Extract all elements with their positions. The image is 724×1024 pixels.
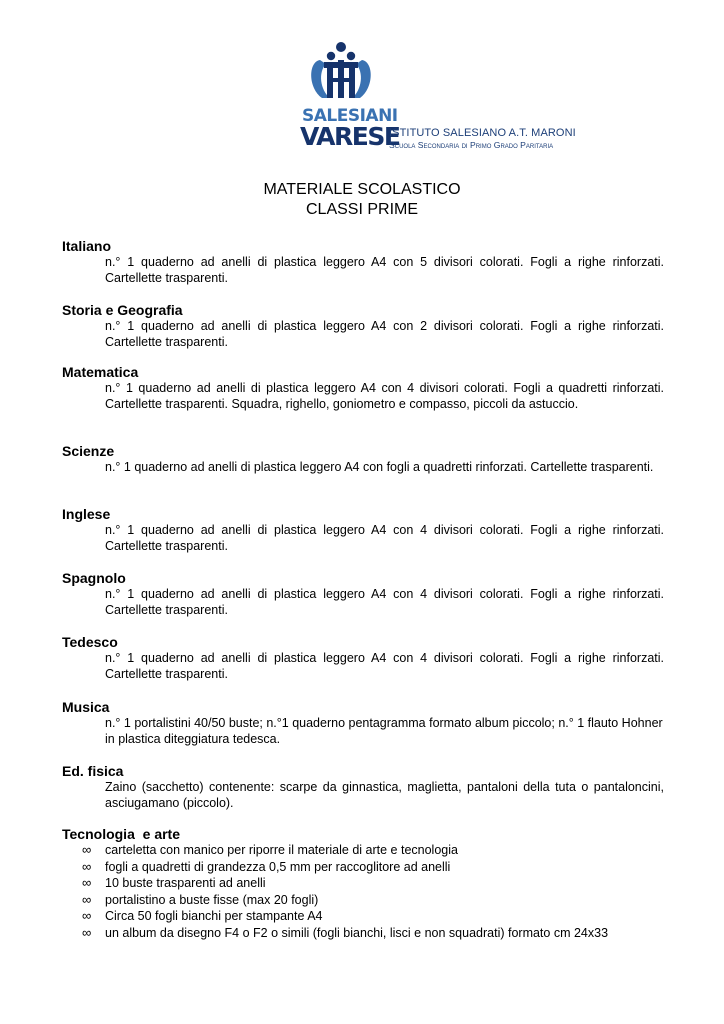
- infinity-bullet-icon: ∞: [82, 891, 92, 907]
- section-title: Scienze: [62, 443, 115, 459]
- section-scienze: [62, 443, 664, 475]
- section-title: Matematica: [62, 364, 139, 380]
- logo-word-salesiani: SALESIANI: [302, 106, 398, 126]
- list-item: ∞ 10 buste trasparenti ad anelli: [82, 875, 266, 890]
- infinity-bullet-icon: ∞: [82, 924, 92, 940]
- page-subtitle: CLASSI PRIME: [305, 201, 419, 218]
- materials-list: [62, 842, 664, 941]
- section-musica: [62, 699, 664, 747]
- section-title: Inglese: [62, 506, 111, 522]
- section-text: n.° 1 quaderno ad anelli di plastica leggero A4 con 4 divisori colorati. Fogli a righe rinforzati. Cartellette trasparenti.: [105, 587, 664, 617]
- infinity-bullet-icon: ∞: [82, 858, 92, 874]
- list-item: ∞ Circa 50 fogli bianchi per stampante A4: [82, 908, 323, 923]
- section-text: n.° 1 quaderno ad anelli di plastica leggero A4 con 4 divisori colorati. Fogli a righe rinforzati. Cartellette trasparenti.: [105, 651, 664, 681]
- list-item: ∞ un album da disegno F4 o F2 o simili (fogli bianchi, lisci e non squadrati) formato cm 24x33: [82, 924, 609, 940]
- section-title: Storia e Geografia: [62, 302, 183, 318]
- section-spagnolo: [62, 570, 664, 618]
- section-ed-fisica: [62, 763, 664, 811]
- section-inglese: [62, 506, 664, 554]
- section-text: Zaino (sacchetto) contenente: scarpe da ginnastica, maglietta, pantaloni della tuta o pantaloncini, asciugamano (piccolo).: [105, 780, 664, 810]
- section-title: Ed. fisica: [62, 763, 124, 779]
- section-tedesco: [62, 634, 664, 682]
- institute-subtitle: Scuola Secondaria di Primo Grado Paritaria: [389, 140, 554, 150]
- section-italiano: [62, 238, 664, 286]
- section-text: n.° 1 quaderno ad anelli di plastica leggero A4 con 5 divisori colorati. Fogli a righe rinforzati. Cartellette trasparenti.: [105, 255, 664, 285]
- institute-name: ISTITUTO SALESIANO A.T. MARONI: [389, 127, 576, 139]
- salesiani-emblem-icon: [300, 40, 390, 110]
- section-title: Spagnolo: [62, 570, 126, 586]
- logo-word-varese: VARESE: [300, 122, 400, 151]
- section-text: n.° 1 portalistini 40/50 buste; n.°1 quaderno pentagramma formato album piccolo; n.° 1 flauto Hohner in plastica diteggiatura tedesca.: [105, 716, 663, 746]
- section-title: Tecnologia e arte: [62, 826, 180, 842]
- list-item: ∞ fogli a quadretti di grandezza 0,5 mm per raccoglitore ad anelli: [82, 858, 451, 874]
- list-item: ∞ portalistino a buste fisse (max 20 fogli): [82, 891, 319, 907]
- section-title: Italiano: [62, 238, 112, 254]
- section-tecnologia-arte: [62, 826, 664, 941]
- list-item: ∞ carteletta con manico per riporre il materiale di arte e tecnologia: [82, 842, 458, 857]
- section-text: n.° 1 quaderno ad anelli di plastica leggero A4 con fogli a quadretti rinforzati. Cartellette trasparenti.: [105, 460, 654, 474]
- section-text: n.° 1 quaderno ad anelli di plastica leggero A4 con 4 divisori colorati. Fogli a quadretti rinforzati. Cartellette trasparenti. Squadra, righello, goniometro e compasso, piccoli da astuccio.: [105, 381, 664, 411]
- infinity-bullet-icon: ∞: [82, 908, 92, 923]
- section-text: n.° 1 quaderno ad anelli di plastica leggero A4 con 4 divisori colorati. Fogli a righe rinforzati. Cartellette trasparenti.: [105, 523, 664, 553]
- section-title: Musica: [62, 699, 110, 715]
- infinity-bullet-icon: ∞: [82, 842, 92, 857]
- section-title: Tedesco: [62, 634, 118, 650]
- section-storia-geografia: [62, 302, 664, 350]
- section-matematica: [62, 364, 664, 412]
- school-logo: [300, 40, 580, 155]
- page-title: MATERIALE SCOLASTICO: [263, 181, 461, 198]
- infinity-bullet-icon: ∞: [82, 875, 92, 890]
- section-text: n.° 1 quaderno ad anelli di plastica leggero A4 con 2 divisori colorati. Fogli a righe rinforzati. Cartellette trasparenti.: [105, 319, 664, 349]
